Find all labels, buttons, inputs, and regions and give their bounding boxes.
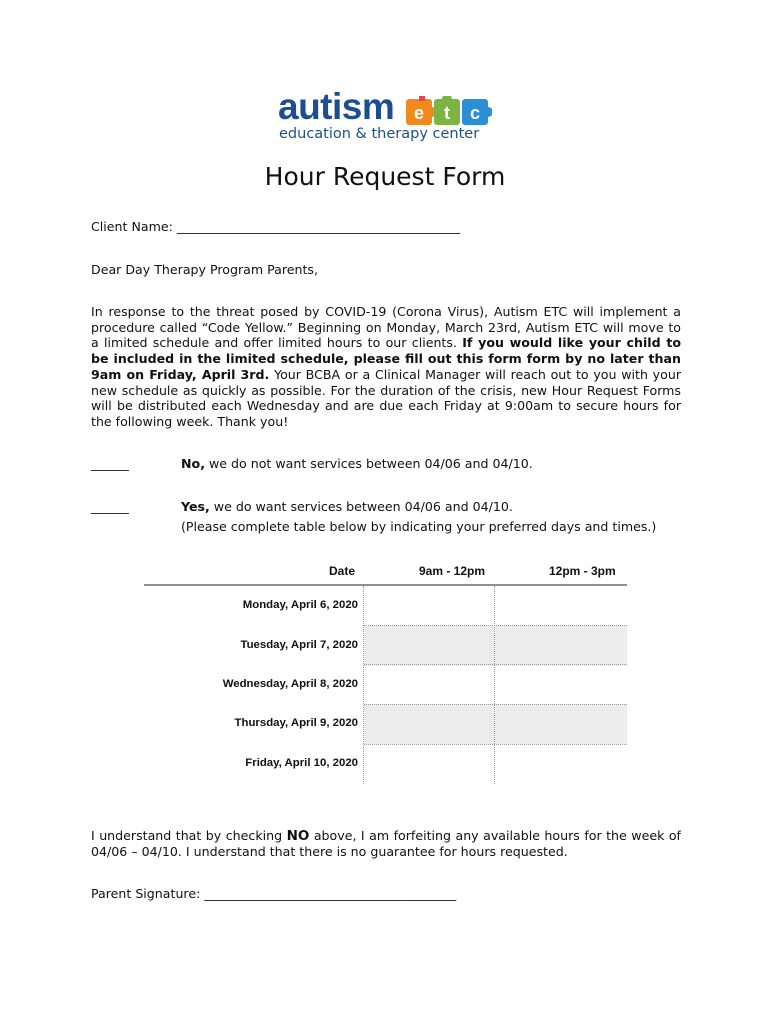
header-morning: 9am - 12pm [419,564,486,578]
intro-text-1: In response to the threat posed by COVID-19 (Corona Virus), Autism ETC will implement a procedure called “Code Yellow.” Beginning on Monday, March 23rd, Autism ETC will move to a limited schedule and offer limited hours to our clients. [91,304,681,351]
tile-letter-c: c [469,103,481,123]
yes-option-blank[interactable]: ______ [91,499,129,514]
intro-text-2: Your BCBA or a Clinical Manager will reach out to you with your new schedule as quickly as possible. For the duration of the crisis, new Hour Request Forms will be distributed each Wednesday and are due each Friday at 9:00am to secure hours for the following week. Thank you! [91,366,681,429]
yes-option-text: we do want services between 04/06 and 04/10. [209,499,513,514]
afternoon-cell[interactable] [495,586,627,626]
ack-text-2: above, I am forfeiting any available hours for the week of 04/06 – 04/10. I understand that there is no guarantee for hours requested. [91,828,681,859]
puzzle-tiles-icon [406,96,492,126]
schedule-table [144,564,627,789]
schedule-row [144,744,627,784]
afternoon-cell[interactable] [495,626,627,666]
header-afternoon: 12pm - 3pm [549,564,616,578]
row-date-label: Monday, April 6, 2020 [242,599,358,611]
row-date-label: Thursday, April 9, 2020 [234,717,358,729]
autism-etc-logo [278,86,498,148]
no-option-text: we do not want services between 04/06 and 04/10. [204,456,533,471]
row-divider [364,625,627,626]
ack-text-bold: NO [286,828,310,844]
yes-option-bold: Yes, [181,499,210,514]
row-date-label: Friday, April 10, 2020 [245,757,358,769]
tile-letter-t: t [444,103,450,123]
client-name-field[interactable]: Client Name: _____________________________________________ [91,219,461,234]
column-divider [363,586,364,784]
logo-wordmark: autism [278,86,395,127]
no-option-blank[interactable]: ______ [91,456,129,471]
form-title: Hour Request Form [264,162,506,191]
morning-cell[interactable] [364,665,494,705]
schedule-row [144,586,627,626]
morning-cell[interactable] [364,744,494,784]
schedule-row [144,626,627,666]
morning-cell[interactable] [364,704,494,744]
afternoon-cell[interactable] [495,744,627,784]
afternoon-cell[interactable] [495,704,627,744]
row-date-label: Tuesday, April 7, 2020 [240,639,358,651]
header-date: Date [329,564,356,578]
row-divider [364,664,627,665]
no-option-bold: No, [181,456,205,471]
logo-tagline: education & therapy center [279,126,480,142]
schedule-row [144,665,627,705]
acknowledgement-paragraph [91,828,681,860]
ack-text-1: I understand that by checking [91,828,287,843]
row-date-label: Wednesday, April 8, 2020 [222,678,358,690]
morning-cell[interactable] [364,586,494,626]
row-divider [364,704,627,705]
no-option-label [181,456,533,471]
row-divider [364,744,627,745]
greeting: Dear Day Therapy Program Parents, [91,262,319,277]
yes-option-label [181,499,513,514]
intro-paragraph [91,304,681,430]
tile-letter-e: e [413,103,425,123]
parent-signature-field[interactable]: Parent Signature: ________________________________________ [91,886,457,901]
yes-option-note: (Please complete table below by indicating your preferred days and times.) [181,519,657,534]
intro-text-bold: If you would like your child to be included in the limited schedule, please fill out this form form by no later than 9am on Friday, April 3rd. [91,335,681,382]
morning-cell[interactable] [364,626,494,666]
schedule-row [144,704,627,744]
column-divider [494,586,495,784]
afternoon-cell[interactable] [495,665,627,705]
